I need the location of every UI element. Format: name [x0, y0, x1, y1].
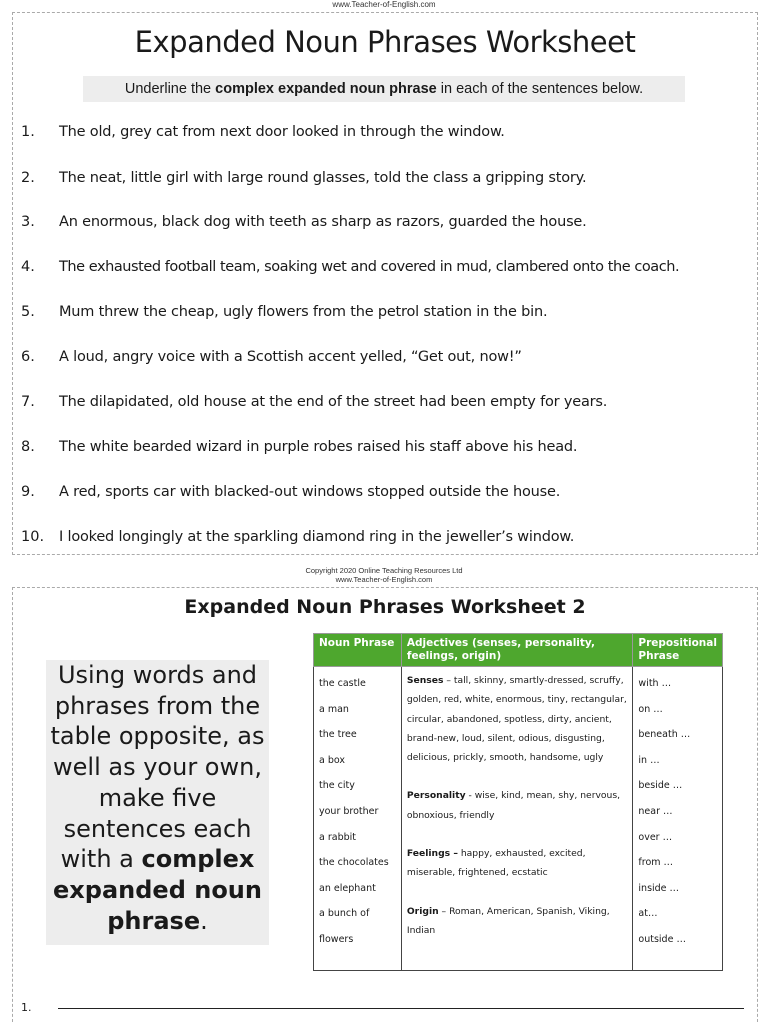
sentence-number: 6.: [21, 349, 35, 365]
header-prepositional-phrase: Prepositional Phrase: [633, 634, 723, 667]
adjective-group-label: Feelings –: [406, 848, 458, 860]
noun-item: the tree: [319, 729, 357, 741]
sentence-text: The old, grey cat from next door looked in through the window.: [59, 124, 505, 140]
header-url-text: www.Teacher-of-English.com: [332, 0, 436, 9]
prompt-text-start: Using words and phrases from the table opposite, as well as your own, make five sentences each with a: [50, 661, 265, 874]
adjective-group-text: happy, exhausted, excited, miserable, frightened, ecstatic: [406, 848, 586, 879]
preposition-item: on …: [638, 703, 663, 715]
copyright-url: www.Teacher-of-English.com: [335, 575, 433, 584]
instruction-text-end: in each of the sentences below.: [436, 81, 644, 97]
noun-item: a man: [319, 703, 349, 715]
sentence-text: The dilapidated, old house at the end of the street had been empty for years.: [59, 394, 608, 410]
spacer: [407, 767, 628, 786]
noun-item: the chocolates: [319, 857, 389, 869]
adjective-group-personality: [407, 786, 628, 825]
preposition-item: with …: [638, 678, 672, 689]
noun-item: flowers: [319, 933, 354, 945]
preposition-item: beneath …: [638, 729, 691, 741]
sentence-text: A loud, angry voice with a Scottish accent yelled, “Get out, now!”: [59, 349, 522, 365]
sentence-number: 3.: [21, 214, 35, 230]
page-title: Expanded Noun Phrases Worksheet: [134, 25, 636, 59]
table-body-row: [314, 667, 723, 971]
adjective-group-text: Roman, American, Spanish, Viking, Indian: [406, 905, 610, 936]
copyright-text: Copyright 2020 Online Teaching Resources Ltd: [305, 566, 463, 575]
prompt-bold: complex expanded noun phrase: [53, 845, 262, 935]
noun-column: [314, 667, 402, 971]
adjective-group-senses: [407, 671, 628, 767]
adjective-group-text: wise, kind, mean, shy, nervous, obnoxious, friendly: [406, 790, 621, 821]
sentence-text: Mum threw the cheap, ugly flowers from the petrol station in the bin.: [59, 304, 548, 320]
sentence-text: The exhausted football team, soaking wet and covered in mud, clambered onto the coach.: [59, 259, 680, 275]
sentence-number: 2.: [21, 170, 35, 186]
sentence-number: 8.: [21, 439, 35, 455]
adjective-column: [401, 667, 633, 971]
preposition-item: inside …: [638, 882, 680, 894]
spacer: [407, 825, 628, 844]
worksheet-page-1: [12, 12, 758, 555]
preposition-item: over …: [638, 831, 673, 843]
preposition-column: [633, 667, 723, 971]
spacer: [407, 883, 628, 902]
noun-item: a rabbit: [319, 831, 356, 843]
preposition-item: beside …: [638, 780, 683, 792]
task-prompt: [46, 660, 269, 936]
instruction-banner: [83, 76, 685, 102]
adjective-separator: -: [465, 790, 475, 802]
copyright-footer: [0, 566, 768, 584]
table-header-row: [314, 634, 723, 667]
noun-item: the castle: [319, 678, 366, 689]
noun-item: a box: [319, 754, 346, 766]
preposition-item: at…: [638, 908, 658, 920]
adjective-group-label: Senses: [406, 675, 444, 686]
header-url: [0, 0, 768, 9]
task-prompt-box: [46, 660, 269, 945]
adjective-group-label: Personality: [406, 790, 466, 802]
sentence-number: 9.: [21, 484, 35, 500]
noun-item: the city: [319, 780, 355, 792]
adjective-group-feelings: [407, 844, 628, 883]
adjective-group-text: tall, skinny, smartly-dressed, scruffy, golden, red, white, enormous, tiny, rectangular, circular, abandoned, spotless, dirty, ancient, brand-new, loud, silent, odious, disgusting, delicious, prickly, smooth, handsome, ugly: [406, 675, 627, 764]
preposition-item: outside …: [638, 933, 686, 945]
page-title-2: Expanded Noun Phrases Worksheet 2: [184, 596, 586, 618]
sentence-number: 10.: [21, 529, 45, 545]
sentence-number: 4.: [21, 259, 35, 275]
adjective-separator: –: [438, 905, 450, 917]
sentence-text: I looked longingly at the sparkling diamond ring in the jeweller’s window.: [59, 529, 575, 545]
instruction-text-start: Underline the: [124, 81, 216, 97]
noun-item: a bunch of: [319, 908, 370, 920]
prompt-text-end: .: [200, 906, 208, 935]
preposition-item: from …: [638, 857, 674, 869]
adjective-separator: –: [443, 675, 454, 686]
sentence-text: The white bearded wizard in purple robes raised his staff above his head.: [59, 439, 578, 455]
sentence-text: An enormous, black dog with teeth as sharp as razors, guarded the house.: [59, 214, 587, 230]
sentence-number: 1.: [21, 124, 35, 140]
adjective-group-label: Origin: [406, 905, 439, 917]
instruction-bold: complex expanded noun phrase: [215, 81, 437, 97]
sentence-text: A red, sports car with blacked-out windows stopped outside the house.: [59, 484, 561, 500]
worksheet-page-2: [12, 587, 758, 1024]
noun-item: your brother: [319, 805, 379, 817]
preposition-item: in …: [638, 754, 660, 766]
header-adjectives: Adjectives (senses, personality, feelings, origin): [401, 634, 633, 667]
sentence-text: The neat, little girl with large round glasses, told the class a gripping story.: [59, 170, 587, 186]
word-bank-table: [313, 633, 723, 971]
sentence-number: 7.: [21, 394, 35, 410]
header-noun-phrase: Noun Phrase: [314, 634, 402, 667]
answer-number: 1.: [21, 1001, 32, 1014]
sentence-number: 5.: [21, 304, 35, 320]
adjective-group-origin: [407, 902, 628, 941]
answer-line: [58, 1008, 744, 1009]
noun-item: an elephant: [319, 882, 376, 894]
preposition-item: near …: [638, 805, 673, 817]
